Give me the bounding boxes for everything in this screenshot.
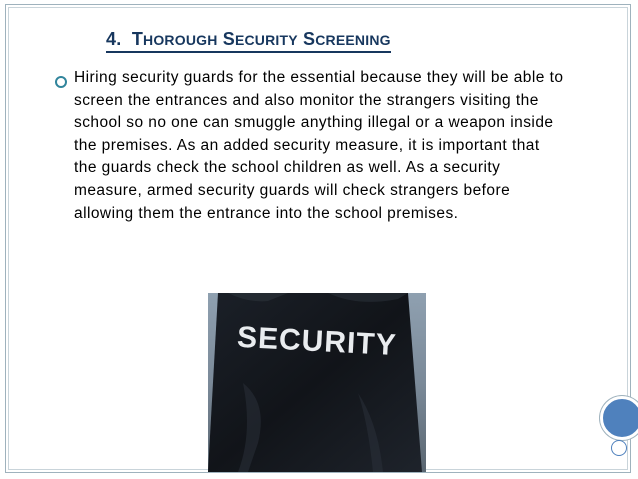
security-back-text: SECURITY [236,320,398,363]
slide-title: 4. THOROUGH SECURITY SCREENING [106,28,391,53]
decorative-circle-small [611,440,627,456]
security-guard-photo [208,293,426,472]
bullet-paragraph: Hiring security guards for the essential because they will be able to screen the entrances and also monitor the strangers visiting the school so no one can smuggle anything illegal or a weapon inside the premises. As an added security measure, it is important that the guards check the school children as well. As a security measure, armed security guards will check strangers before allowing them the entrance into the school premises. [74,69,564,222]
decorative-circle-large [600,396,638,440]
hollow-circle-bullet-icon [55,76,67,88]
